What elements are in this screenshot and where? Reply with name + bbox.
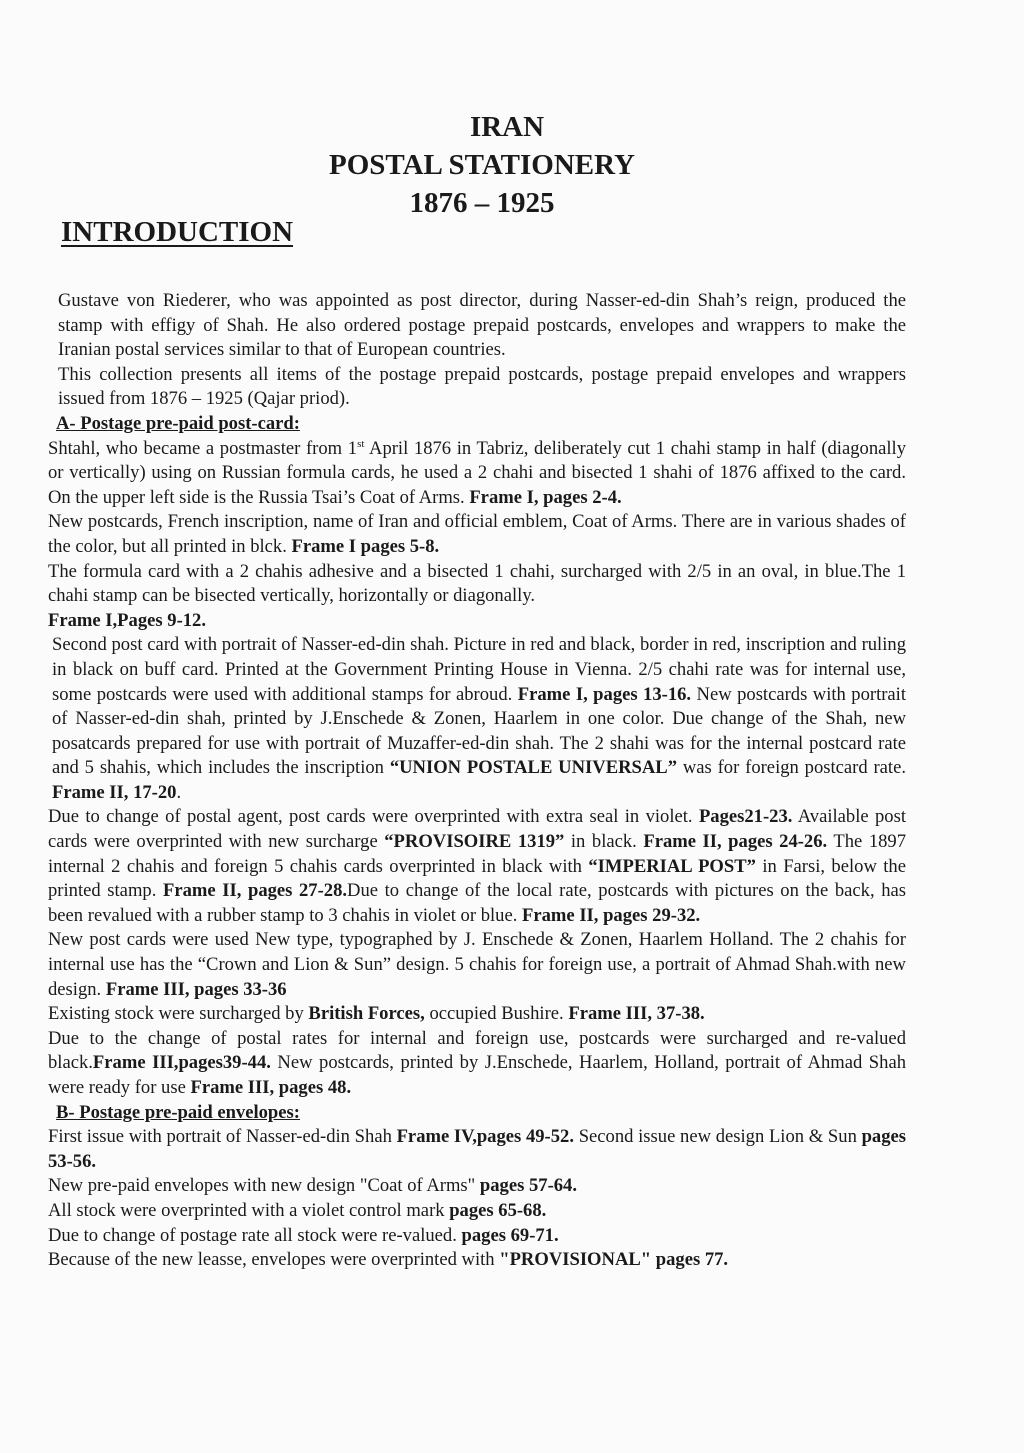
text-span: Second issue new design Lion & Sun	[574, 1126, 862, 1148]
frame-reference: Frame III,pages39-44.	[92, 1052, 271, 1074]
text-span: New post cards were used New type, typographed by J. Enschede & Zonen, Haarlem Holland. The 2 chahis for internal use has the “Crown and Lion & Sun” design. 5 chahis for foreign use, a portrait of Ahmad Shah.with new design.	[48, 929, 906, 1000]
text-span: New pre-paid envelopes with new design "Coat of Arms"	[48, 1175, 480, 1197]
text-span: was for foreign postcard rate.	[677, 757, 907, 779]
frame-reference: Frame II, pages 29-32.	[522, 904, 701, 926]
title-years: 1876 – 1925	[409, 187, 555, 219]
section-b-paragraph-4	[48, 1224, 906, 1249]
section-a-heading: A- Postage pre-paid post-card:	[56, 412, 300, 434]
frame-reference: Frame IV,pages 49-52.	[396, 1126, 574, 1148]
section-a-paragraph-5	[48, 805, 906, 928]
inscription-text: “PROVISOIRE 1319”	[384, 831, 565, 853]
title-subject: POSTAL STATIONERY	[329, 149, 635, 181]
frame-reference: Frame I, pages 13-16.	[517, 683, 692, 705]
inscription-text: “IMPERIAL POST”	[588, 855, 756, 877]
text-span: .	[176, 781, 182, 803]
text-span: The formula card with a 2 chahis adhesive and a bisected 1 chahi, surcharged with 2/5 in an oval, in blue.The 1 chahi stamp can be bisected vertically, horizontally or diagonally.	[48, 560, 906, 607]
frame-reference: Frame I, pages 2-4.	[469, 486, 622, 508]
text-span: Second post card with portrait of Nasser-ed-din shah. Picture in red and black, border in red, inscription and ruling in black on buff card. Printed at the Government Printing House in Vienna. 2/5 chahi rate was for internal use, some postcards were used with additional stamps for abroud.	[52, 634, 906, 705]
frame-reference: Pages21-23.	[698, 806, 793, 828]
section-a-paragraph-6	[48, 928, 906, 1002]
section-b-paragraph-1	[48, 1125, 906, 1174]
frame-reference: Frame II, pages 27-28.	[162, 880, 348, 902]
section-b-paragraph-2	[48, 1174, 906, 1199]
text-span: New postcards with portrait of Nasser-ed-din shah, printed by J.Enschede & Zonen, Haarlem in one color. Due change of the Shah, new posatcards prepared for use with portrait of Muzaffer-ed-din shah. The 2 shahi was for the internal postcard rate and 5 shahis, which includes the inscription	[52, 683, 907, 779]
text-span: Available post cards were overprinted with new surcharge	[48, 806, 906, 853]
text-span: The 1897 internal 2 chahis and foreign 5 chahis cards overprinted in black with	[48, 831, 907, 877]
intro-paragraph-1: Gustave von Riederer, who was appointed as post director, during Nasser-ed-din Shah’s reign, produced the stamp with effigy of Shah. He also ordered postage prepaid postcards, envelopes and wrappers to make the Iranian postal services similar to that of European countries.	[58, 290, 906, 361]
text-span: in Farsi, below the printed stamp.	[48, 855, 906, 902]
text-span: Due to the change of postal rates for internal and foreign use, postcards were surcharged and re-valued black.	[48, 1027, 906, 1074]
intro-paragraph-2: This collection presents all items of the postage prepaid postcards, postage prepaid envelopes and wrappers issued from 1876 – 1925 (Qajar priod).	[58, 363, 906, 410]
frame-reference: Frame II, 17-20	[52, 781, 177, 803]
text-span: in black.	[564, 831, 644, 853]
frame-reference: pages 53-56.	[48, 1126, 906, 1172]
text-span: Due to change of postal agent, post cards were overprinted with extra seal in violet.	[48, 806, 699, 828]
document-body	[48, 289, 906, 1273]
frame-reference: pages 69-71.	[461, 1224, 559, 1246]
frame-reference: pages 65-68.	[449, 1199, 547, 1221]
text-span: New postcards, printed by J.Enschede, Haarlem, Holland, portrait of Ahmad Shah were ready for use	[48, 1052, 906, 1098]
text-span: Because of the new leasse, envelopes were overprinted with	[48, 1249, 500, 1271]
text-span: All stock were overprinted with a violet control mark	[48, 1199, 450, 1221]
document-title	[0, 108, 1024, 222]
text-span: Existing stock were surcharged by	[48, 1003, 309, 1025]
text-span: Shtahl, who became a postmaster from 1	[48, 437, 358, 459]
title-country: IRAN	[469, 111, 545, 143]
text-span: New postcards, French inscription, name of Iran and official emblem, Coat of Arms. There are in various shades of the color, but all printed in blck.	[48, 511, 906, 557]
section-a-paragraph-1	[48, 437, 906, 511]
inscription-text: “UNION POSTALE UNIVERSAL”	[389, 757, 678, 779]
introduction-heading: INTRODUCTION	[61, 216, 294, 248]
text-span: Due to change of postage rate all stock were re-valued.	[48, 1224, 462, 1246]
frame-reference: "PROVISIONAL" pages 77.	[499, 1249, 729, 1271]
section-a-paragraph-7	[48, 1002, 906, 1027]
text-span: April 1876 in Tabriz, deliberately cut 1 chahi stamp in half (diagonally or vertically) using on Russian formula cards, he used a 2 chahi and bisected 1 shahi of 1876 affixed to the card. On the upper left side is the Russia Tsai’s Coat of Arms.	[48, 437, 906, 508]
frame-reference: Frame II, pages 24-26.	[643, 831, 828, 853]
section-a-paragraph-8	[48, 1027, 906, 1101]
section-a-paragraph-2	[48, 510, 906, 559]
text-span: Due to change of the local rate, postcards with pictures on the back, has been revalued with a rubber stamp to 3 chahis in violet or blue.	[48, 880, 906, 926]
section-a-paragraph-4	[48, 633, 906, 805]
frame-reference: pages 57-64.	[479, 1175, 578, 1197]
frame-reference: Frame III, pages 48.	[190, 1077, 352, 1098]
frame-reference: Frame III, pages 33-36	[105, 978, 287, 1000]
text-span: First issue with portrait of Nasser-ed-din Shah	[48, 1126, 397, 1148]
section-b-heading: B- Postage pre-paid envelopes:	[56, 1101, 300, 1123]
superscript: st	[357, 437, 365, 450]
section-b-paragraph-5	[48, 1248, 906, 1273]
section-b-paragraph-3	[48, 1199, 906, 1224]
frame-reference: Frame I pages 5-8.	[291, 535, 440, 557]
frame-reference: Frame III, 37-38.	[568, 1003, 705, 1025]
frame-reference: Frame I,Pages 9-12.	[48, 609, 207, 631]
section-a-paragraph-3	[48, 560, 906, 634]
text-span: occupied Bushire.	[424, 1003, 569, 1025]
inscription-text: British Forces,	[308, 1003, 425, 1025]
